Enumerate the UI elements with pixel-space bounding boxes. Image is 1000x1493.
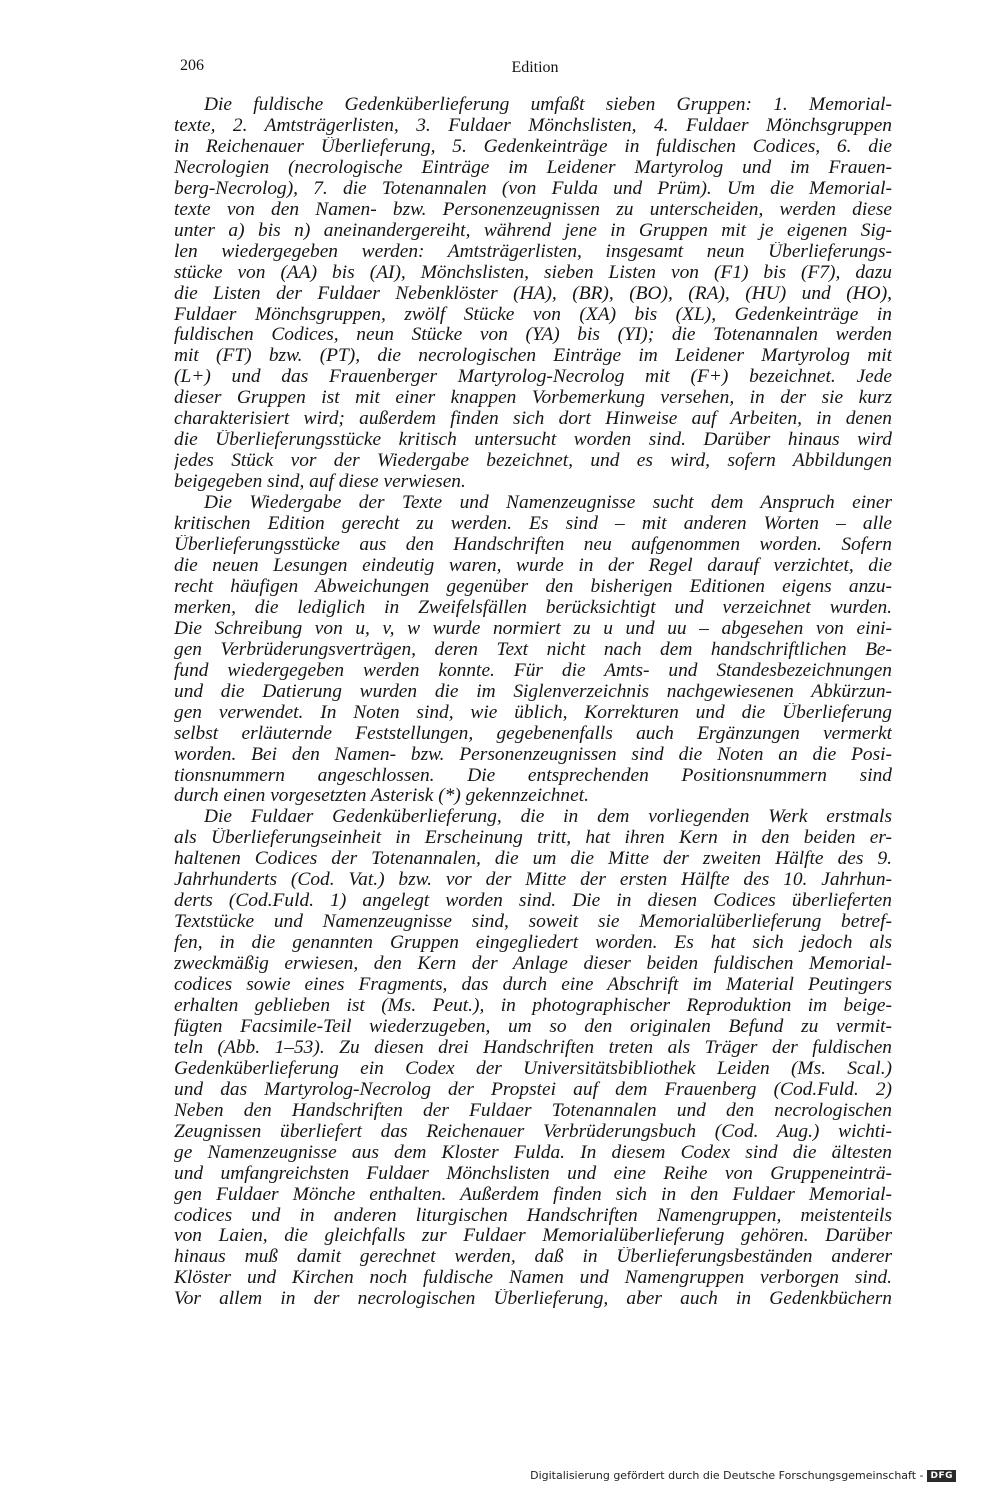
text-line: dieser Gruppen ist mit einer knappen Vorbemerkung versehen, in der sie kurz — [174, 388, 892, 409]
text-line: charakterisiert wird; außerdem finden sich dort Hinweise auf Arbeiten, in denen — [174, 409, 892, 430]
running-head: Edition — [511, 59, 559, 76]
text-line: worden. Bei den Namen- bzw. Personenzeugnissen sind die Noten an die Posi- — [174, 744, 892, 765]
text-line: Neben den Handschriften der Fuldaer Totenannalen und den necrologischen — [174, 1100, 892, 1121]
dfg-logo-icon: DFG — [927, 1470, 956, 1482]
text-line: fen, in die genannten Gruppen eingegliedert worden. Es hat sich jedoch als — [174, 933, 892, 954]
digitization-credit — [530, 1469, 956, 1482]
text-line: Die Wiedergabe der Texte und Namenzeugnisse sucht dem Anspruch einer — [204, 493, 892, 514]
text-line: hinaus muß damit gerechnet werden, daß in Überlieferungsbeständen anderer — [174, 1247, 892, 1268]
text-line: als Überlieferungseinheit in Erscheinung tritt, hat ihren Kern in den beiden er- — [174, 828, 892, 849]
text-line: Gedenküberlieferung ein Codex der Universitätsbibliothek Leiden (Ms. Scal.) — [174, 1058, 892, 1079]
text-line: tionsnummern angeschlossen. Die entsprechenden Positionsnummern sind — [174, 765, 892, 786]
text-line: codices sowie eines Fragments, das durch eine Abschrift im Material Peutingers — [174, 975, 892, 996]
text-line: gen Fuldaer Mönche enthalten. Außerdem finden sich in den Fuldaer Memorial- — [174, 1184, 892, 1205]
text-line: von Laien, die gleichfalls zur Fuldaer Memorialüberlieferung gehören. Darüber — [174, 1226, 892, 1247]
text-line: und das Martyrolog-Necrolog der Propstei auf dem Frauenberg (Cod.Fuld. 2) — [174, 1079, 892, 1100]
credit-text: Digitalisierung gefördert durch die Deutsche Forschungsgemeinschaft - — [530, 1469, 924, 1482]
text-line: in Reichenauer Überlieferung, 5. Gedenkeinträge in fuldischen Codices, 6. die — [174, 136, 892, 157]
text-line: stücke von (AA) bis (AI), Mönchslisten, sieben Listen von (F1) bis (F7), dazu — [174, 262, 892, 283]
text-line: mit (FT) bzw. (PT), die necrologischen Einträge im Leidener Martyrolog mit — [174, 346, 892, 367]
text-line: teln (Abb. 1–53). Zu diesen drei Handschriften treten als Träger der fuldischen — [174, 1037, 892, 1058]
text-line: Necrologien (necrologische Einträge im Leidener Martyrolog und im Frauen- — [174, 157, 892, 178]
text-line: und umfangreichsten Fuldaer Mönchslisten und eine Reihe von Gruppeneinträ- — [174, 1163, 892, 1184]
paragraph — [174, 807, 892, 1310]
text-line: beigegeben sind, auf diese verwiesen. — [174, 472, 466, 493]
text-line: codices und in anderen liturgischen Handschriften Namengruppen, meistenteils — [174, 1205, 892, 1226]
text-line: zweckmäßig erwiesen, den Kern der Anlage dieser beiden fuldischen Memorial- — [174, 954, 892, 975]
text-line: Fuldaer Mönchsgruppen, zwölf Stücke von (XA) bis (XL), Gedenkeinträge in — [174, 304, 892, 325]
text-line: Die Fuldaer Gedenküberlieferung, die in dem vorliegenden Werk erstmals — [204, 807, 892, 828]
paragraph — [174, 95, 892, 493]
text-line: Klöster und Kirchen noch fuldische Namen und Namengruppen verborgen sind. — [174, 1268, 892, 1289]
paragraph — [174, 493, 892, 807]
text-line: erhalten geblieben ist (Ms. Peut.), in photographischer Reproduktion im beige- — [174, 995, 892, 1016]
text-line: Die Schreibung von u, v, w wurde normiert zu u und uu – abgesehen von eini- — [174, 618, 892, 639]
text-line: (L+) und das Frauenberger Martyrolog-Necrolog mit (F+) bezeichnet. Jede — [174, 367, 892, 388]
page-number: 206 — [180, 57, 204, 74]
text-line: Die fuldische Gedenküberlieferung umfaßt sieben Gruppen: 1. Memorial- — [204, 95, 892, 115]
text-line: merken, die lediglich in Zweifelsfällen berücksichtigt und verzeichnet wurden. — [174, 597, 892, 618]
text-line: berg-Necrolog), 7. die Totenannalen (von Fulda und Prüm). Um die Memorial- — [174, 178, 892, 199]
text-line: die Überlieferungsstücke kritisch untersucht worden sind. Darüber hinaus wird — [174, 430, 892, 451]
text-line: ge Namenzeugnisse aus dem Kloster Fulda. In diesem Codex sind die ältesten — [174, 1142, 892, 1163]
text-line: Vor allem in der necrologischen Überlieferung, aber auch in Gedenkbüchern — [174, 1289, 892, 1310]
text-line: die neuen Lesungen eindeutig waren, wurde in der Regel darauf verzichtet, die — [174, 555, 892, 576]
text-line: fügten Facsimile-Teil wiederzugeben, um so den originalen Befund zu vermit- — [174, 1016, 892, 1037]
text-line: fuldischen Codices, neun Stücke von (YA) bis (YI); die Totenannalen werden — [174, 325, 892, 346]
body-text — [174, 95, 892, 1310]
text-line: len wiedergegeben werden: Amtsträgerlisten, insgesamt neun Überlieferungs- — [174, 241, 892, 262]
text-line: texte, 2. Amtsträgerlisten, 3. Fuldaer Mönchslisten, 4. Fuldaer Mönchsgruppen — [174, 115, 892, 136]
text-line: fund wiedergegeben werden konnte. Für die Amts- und Standesbezeichnungen — [174, 660, 892, 681]
text-line: texte von den Namen- bzw. Personenzeugnissen zu unterscheiden, werden diese — [174, 199, 892, 220]
text-line: und die Datierung wurden die im Siglenverzeichnis nachgewiesenen Abkürzun- — [174, 681, 892, 702]
text-line: recht häufigen Abweichungen gegenüber den bisherigen Editionen eigens anzu- — [174, 576, 892, 597]
text-line: derts (Cod.Fuld. 1) angelegt worden sind. Die in diesen Codices überlieferten — [174, 891, 892, 912]
text-line: Überlieferungsstücke aus den Handschriften neu aufgenommen worden. Sofern — [174, 535, 892, 556]
text-line: durch einen vorgesetzten Asterisk (*) gekennzeichnet. — [174, 786, 589, 807]
text-line: unter a) bis n) aneinandergereiht, während jene in Gruppen mit je eigenen Sig- — [174, 220, 892, 241]
text-line: jedes Stück vor der Wiedergabe bezeichnet, und es wird, sofern Abbildungen — [174, 451, 892, 472]
text-line: haltenen Codices der Totenannalen, die um die Mitte der zweiten Hälfte des 9. — [174, 849, 892, 870]
text-line: Zeugnissen überliefert das Reichenauer Verbrüderungsbuch (Cod. Aug.) wichti- — [174, 1121, 892, 1142]
text-line: Textstücke und Namenzeugnisse sind, soweit sie Memorialüberlieferung betref- — [174, 912, 892, 933]
text-line: die Listen der Fuldaer Nebenklöster (HA), (BR), (BO), (RA), (HU) und (HO), — [174, 283, 892, 304]
text-line: kritischen Edition gerecht zu werden. Es sind – mit anderen Worten – alle — [174, 514, 892, 535]
text-line: gen Verbrüderungsverträgen, deren Text nicht nach dem handschriftlichen Be- — [174, 639, 892, 660]
text-line: Jahrhunderts (Cod. Vat.) bzw. vor der Mitte der ersten Hälfte des 10. Jahrhun- — [174, 870, 892, 891]
text-line: selbst erläuternde Feststellungen, gegebenenfalls auch Ergänzungen vermerkt — [174, 723, 892, 744]
text-line: gen verwendet. In Noten sind, wie üblich, Korrekturen und die Überlieferung — [174, 702, 892, 723]
